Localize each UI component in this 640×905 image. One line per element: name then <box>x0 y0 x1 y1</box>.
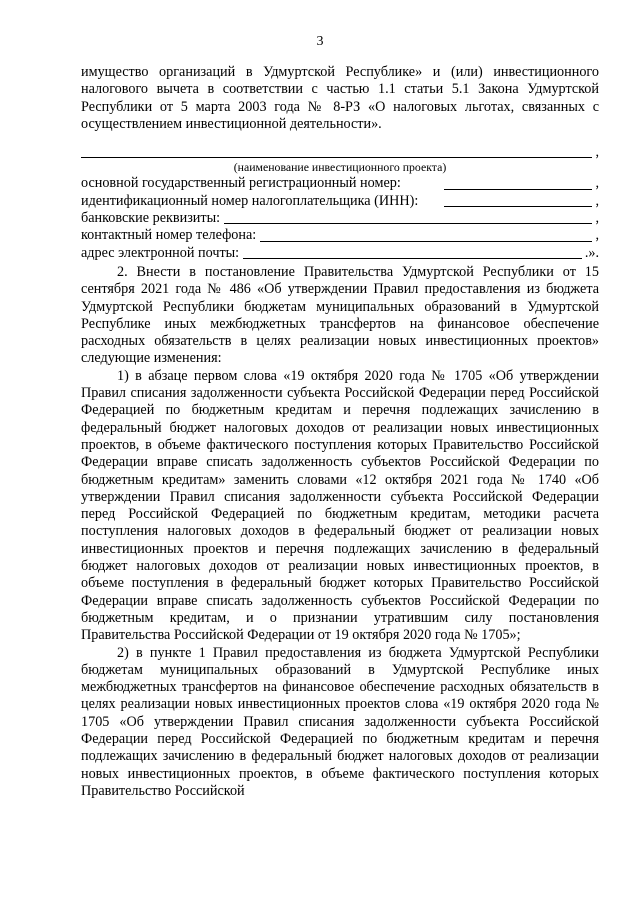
field-tail-ogrn: , <box>595 175 599 192</box>
project-caption: (наименование инвестиционного проекта) <box>233 160 447 175</box>
page-number: 3 <box>316 34 324 49</box>
field-tail-phone: , <box>595 227 599 244</box>
form-field-ogrn <box>81 175 599 192</box>
field-blank-phone <box>260 240 592 242</box>
form-field-phone <box>81 227 599 244</box>
intro-paragraph: имущество организаций в Удмуртской Республике» и (или) инвестиционного налогового вычета в соответствии с частью 1.1 статьи 5.1 Закона Удмуртской Республики от 5 марта 2003 года № 8-РЗ «О налоговых льготах, связанных с осуществлением инвестиционной деятельности». <box>81 64 599 132</box>
form-field-bank <box>81 210 599 227</box>
project-name-tail: , <box>595 144 599 161</box>
field-label-email: адрес электронной почты: <box>81 244 240 261</box>
field-label-inn: идентификационный номер налогоплательщика (ИНН): <box>81 192 419 209</box>
project-name-blank <box>81 156 592 158</box>
subitem-2-paragraph: 2) в пункте 1 Правил предоставления из бюджета Удмуртской Республики бюджетам муниципальных образований в Удмуртской Республике иных межбюджетных трансфертов на финансовое обеспечение расходных обязательств в целях реализации новых инвестиционных проектов слова «19 октября 2020 года № 1705 «Об утверждении Правил списания задолженности субъекта Российской Федерации перед Российской Федерацией по бюджетным кредитам и перечня подлежащих зачислению в федеральный бюджет налоговых доходов от реализации новых инвестиционных проектов, в объеме фактического поступления которых Правительство Российской <box>81 644 599 799</box>
item-2-paragraph: 2. Внести в постановление Правительства Удмуртской Республики от 15 сентября 2021 года № 486 «Об утверждении Правил предоставления из бюджета Удмуртской Республики бюджетам муниципальных образований в Удмуртской Республике иных межбюджетных трансфертов на финансовое обеспечение расходных обязательств в целях реализации новых инвестиционных проектов» следующие изменения: <box>81 263 599 367</box>
field-blank-ogrn <box>444 188 592 190</box>
field-label-phone: контактный номер телефона: <box>81 227 257 244</box>
field-blank-email <box>243 257 582 259</box>
form-field-inn <box>81 193 599 210</box>
field-tail-email: .». <box>584 244 599 261</box>
field-blank-inn <box>444 205 592 207</box>
field-label-ogrn: основной государственный регистрационный номер: <box>81 175 401 192</box>
field-tail-bank: , <box>595 210 599 227</box>
document-body <box>81 64 599 800</box>
field-label-bank: банковские реквизиты: <box>81 210 221 227</box>
subitem-1-paragraph: 1) в абзаце первом слова «19 октября 2020 года № 1705 «Об утверждении Правил списания задолженности субъекта Российской Федерации перед Российской Федерацией по бюджетным кредитам и перечня подлежащих зачислению в федеральный бюджет налоговых доходов от реализации новых инвестиционных проектов, в объеме фактического поступления которых Правительство Российской Федерации вправе списать задолженность субъектов Российской Федерации по бюджетным кредитам» заменить словами «12 октября 2021 года № 1740 «Об утверждении Правил списания задолженности субъекта Российской Федерации перед Российской Федерацией по бюджетным кредитам, методики расчета поступления налоговых доходов в федеральный бюджет от реализации новых инвестиционных проектов и перечня подлежащих зачислению в федеральный бюджет налоговых доходов от реализации новых инвестиционных проектов, в объеме поступления в федеральный бюджет которых Правительство Российской Федерации вправе списать задолженность субъектов Российской Федерации по бюджетным кредитам, и о признании утратившим силу постановления Правительства Российской Федерации от 19 октября 2020 года № 1705»; <box>81 367 599 644</box>
project-name-line <box>81 144 599 161</box>
field-blank-bank <box>224 222 592 224</box>
form-field-email <box>81 245 599 262</box>
field-tail-inn: , <box>595 192 599 209</box>
